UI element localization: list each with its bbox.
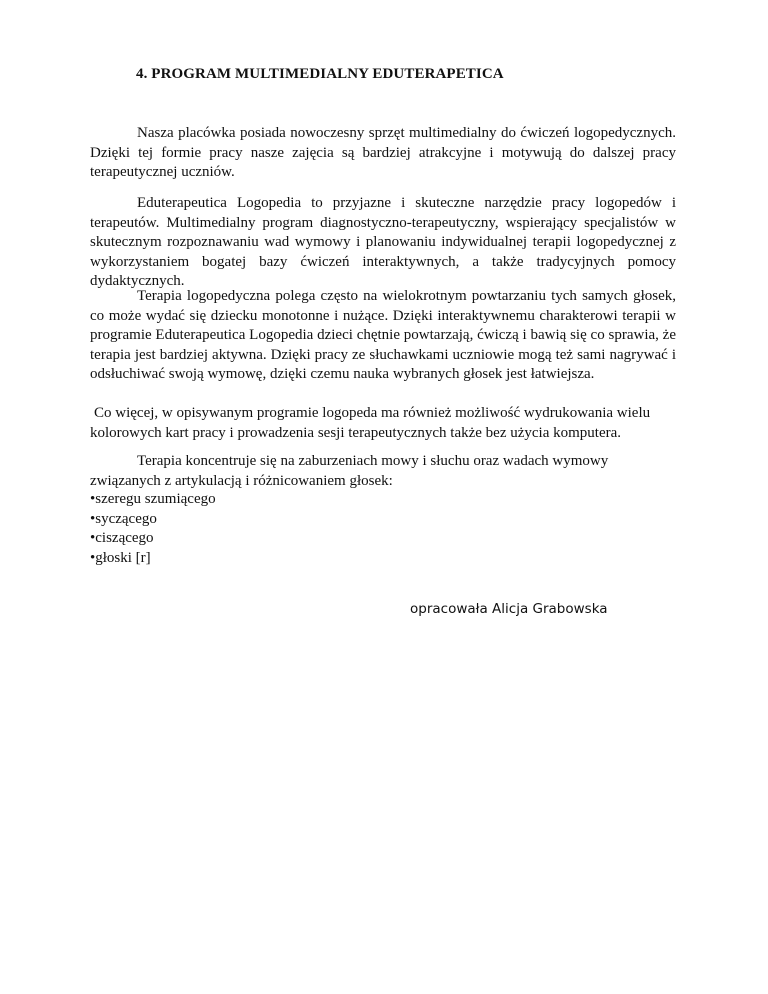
paragraph-program-description: Eduterapeutica Logopedia to przyjazne i skuteczne narzędzie pracy logopedów i terapeutów. Multimedialny program diagnostyczno-terapeutyczny, wspierający specjalistów w skutecznym rozpoznawaniu wad wymowy i planowaniu indywidualnej terapii logopedycznej z wykorzystaniem bogatej bazy ćwiczeń interaktywnych, a także tradycyjnych pomocy dydaktycznych. [90,195,676,289]
list-item: •głoski [r] [90,549,151,566]
paragraph-focus-intro: Terapia koncentruje się na zaburzeniach mowy i słuchu oraz wadach wymowy związanych z artykulacją i różnicowaniem głosek: [90,453,609,489]
list-item: •ciszącego [90,530,154,546]
paragraph-therapy-benefits: Terapia logopedyczna polega często na wielokrotnym powtarzaniu tych samych głosek, co może wydać się dziecku monotonne i nużące. Dzięki interaktywnemu charakterowi terapii w programie Eduterapeutica Logopedia dzieci chętnie powtarzają, ćwiczą i bawią się co sprawia, że terapia jest bardziej aktywna. Dzięki pracy ze słuchawkami uczniowie mogą też sami nagrywać i odsłuchiwać swoją wymowę, dzięki czemu nauka wybranych głosek jest łatwiejsza. [90,288,676,382]
paragraph-printing: Co więcej, w opisywanym programie logopeda ma również możliwość wydrukowania wielu kolorowych kart pracy i prowadzenia sesji terapeutycznych także bez użycia komputera. [90,405,651,441]
list-item: •syczącego [90,510,157,527]
document-title: 4. PROGRAM MULTIMEDIALNY EDUTERAPETICA [136,66,504,82]
author-signature: opracowała Alicja Grabowska [410,601,608,617]
speech-sounds-list [90,490,216,568]
list-item: •szeregu szumiącego [90,491,216,507]
paragraph-equipment: Nasza placówka posiada nowoczesny sprzęt multimedialny do ćwiczeń logopedycznych. Dzięki tej formie pracy nasze zajęcia są bardziej atrakcyjne i motywują do dalszej pracy terapeutycznej uczniów. [90,125,676,180]
